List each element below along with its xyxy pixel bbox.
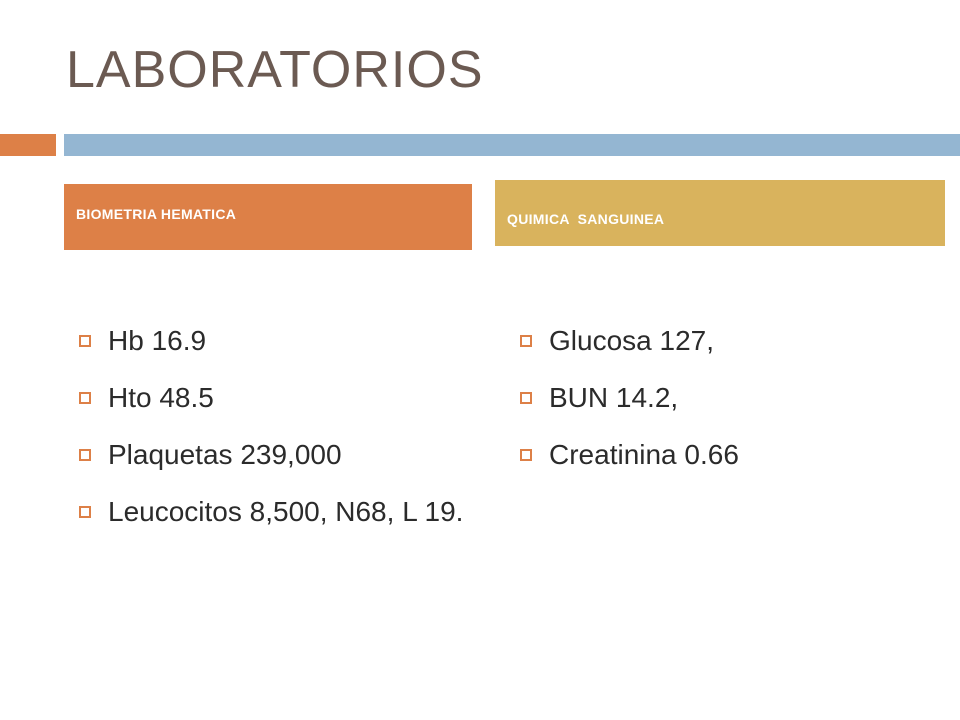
section-header-biometria (64, 184, 472, 250)
list-item-text: Glucosa 127, (549, 325, 714, 356)
list-item-text: Hb 16.9 (108, 325, 207, 356)
list-item-text: Leucocitos 8,500, N68, L 19. (108, 496, 464, 527)
slide-title: LABORATORIOS (66, 41, 484, 99)
square-bullet-icon (79, 449, 91, 461)
list-item-text: Plaquetas 239,000 (108, 439, 342, 470)
square-bullet-icon (520, 392, 532, 404)
list-item (76, 493, 486, 531)
list-item-text: BUN 14.2, (549, 382, 679, 413)
list-item (76, 436, 486, 474)
list-item (517, 322, 917, 360)
list-item (517, 379, 917, 417)
square-bullet-icon (520, 335, 532, 347)
list-item-text: Creatinina 0.66 (549, 439, 739, 470)
square-bullet-icon (79, 506, 91, 518)
quimica-list (517, 322, 917, 493)
accent-bar-orange (0, 134, 56, 156)
square-bullet-icon (79, 392, 91, 404)
section-header-label: BIOMETRIA HEMATICA (76, 206, 237, 222)
list-item (76, 379, 486, 417)
list-item-text: Hto 48.5 (108, 382, 214, 413)
section-header-label: QUIMICA SANGUINEA (507, 211, 665, 227)
biometria-list (76, 322, 486, 550)
list-item (517, 436, 917, 474)
square-bullet-icon (520, 449, 532, 461)
list-item (76, 322, 486, 360)
section-header-quimica (495, 180, 945, 246)
accent-bar-blue (64, 134, 960, 156)
square-bullet-icon (79, 335, 91, 347)
